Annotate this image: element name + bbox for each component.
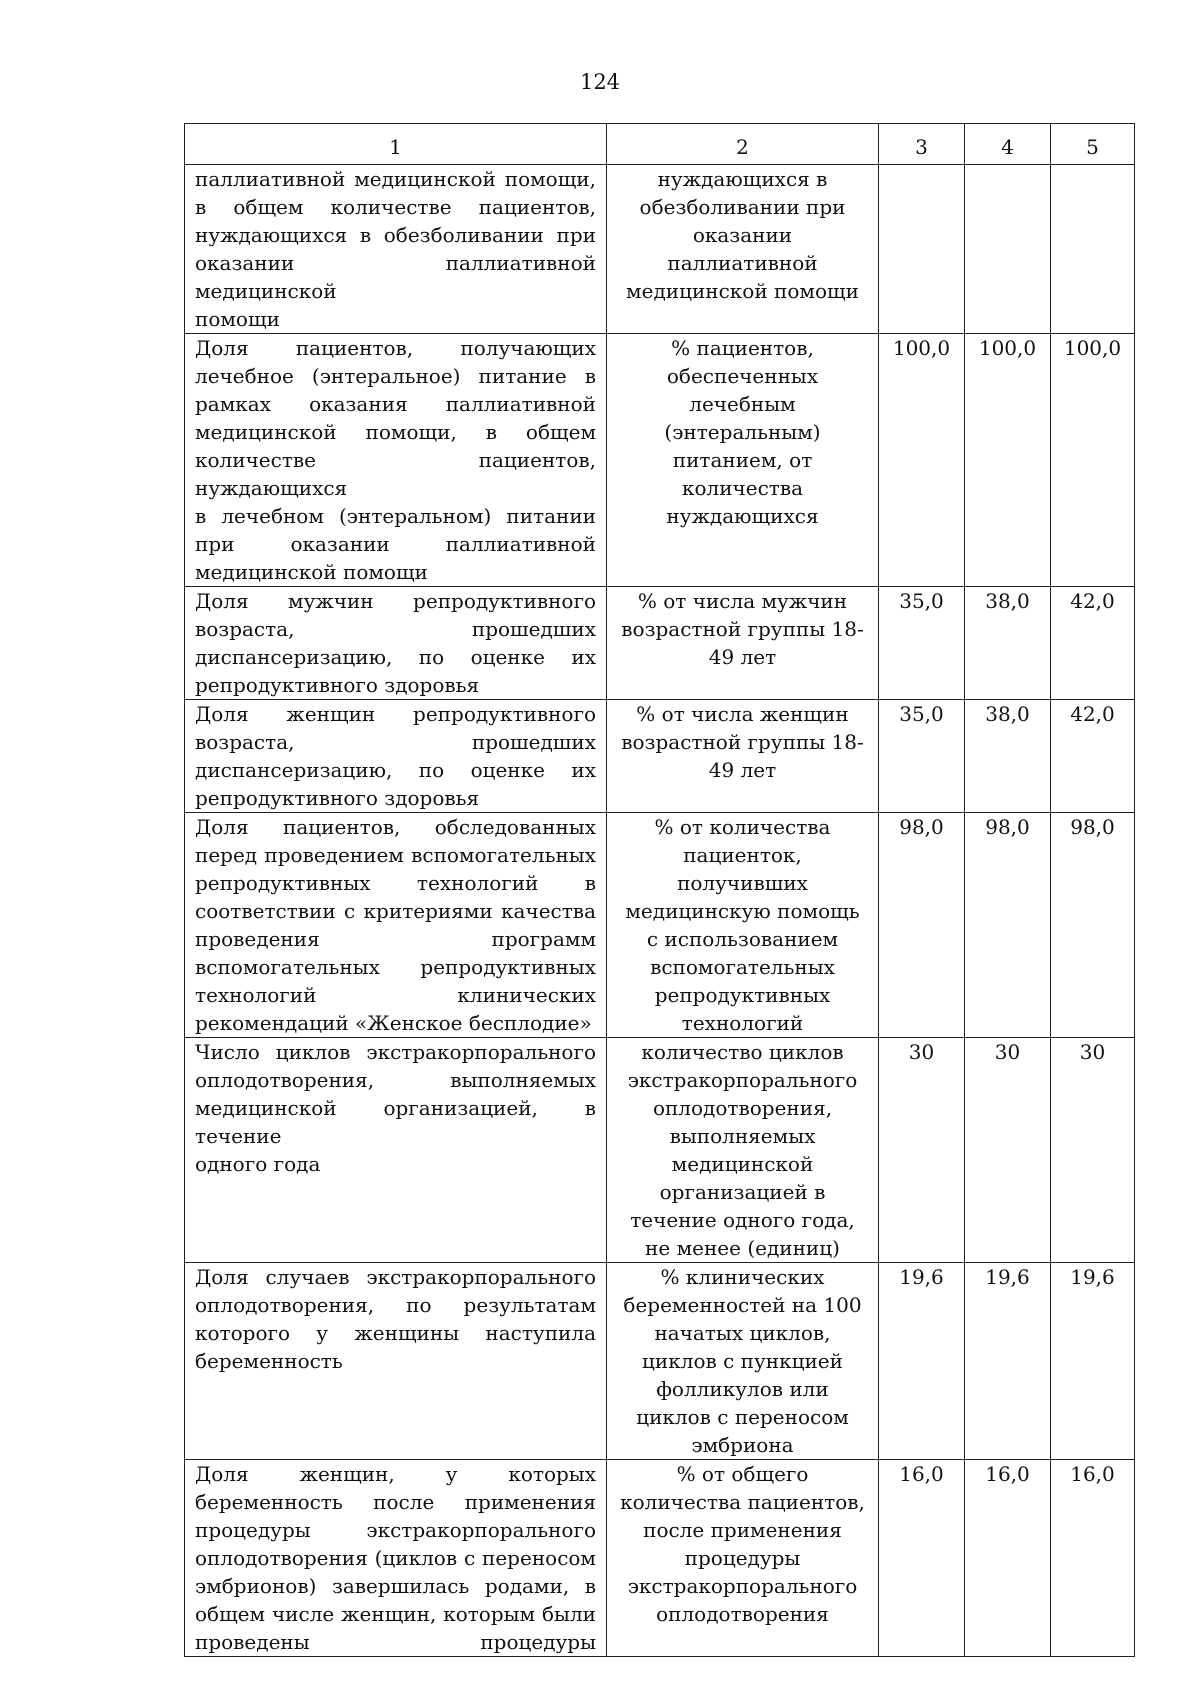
indicator-name-line: проведены процедуры	[195, 1630, 596, 1654]
indicator-name-line: лечебное (энтеральное) питание в	[195, 364, 596, 388]
indicator-name-line: беременность после применения	[195, 1490, 596, 1514]
indicator-name-line: Доля мужчин репродуктивного	[195, 589, 596, 613]
unit-cell: нуждающихся в обезболивании при оказании паллиативной медицинской помощи	[607, 165, 879, 334]
indicator-name-line: медицинской организацией, в течение	[195, 1096, 596, 1148]
indicator-name-cell	[185, 1263, 607, 1460]
table-row	[185, 1263, 1135, 1460]
unit-cell: % от числа женщин возрастной группы 18-49 лет	[607, 700, 879, 813]
value-cell-v4	[965, 165, 1051, 334]
value-cell-v5: 19,6	[1051, 1263, 1135, 1460]
indicator-name-line: при оказании паллиативной	[195, 532, 596, 556]
indicator-name-line: перед проведением вспомогательных	[195, 843, 596, 867]
indicator-name-line: проведения программ	[195, 927, 596, 951]
indicator-name-cell	[185, 165, 607, 334]
value-cell-v3: 16,0	[879, 1460, 965, 1657]
indicator-name-line: диспансеризацию, по оценке их	[195, 645, 596, 669]
table-header-row	[185, 124, 1135, 165]
value-cell-v3: 100,0	[879, 334, 965, 587]
value-cell-v5: 100,0	[1051, 334, 1135, 587]
indicator-name-line: помощи	[195, 307, 280, 331]
value-cell-v4: 16,0	[965, 1460, 1051, 1657]
indicator-name-line: соответствии с критериями качества	[195, 899, 596, 923]
indicator-name-line: медицинской помощи, в общем	[195, 420, 596, 444]
value-cell-v3: 35,0	[879, 587, 965, 700]
unit-cell: количество циклов экстракорпорального оплодотворения, выполняемых медицинской организацией в течение одного года, не менее (единиц)	[607, 1038, 879, 1263]
indicator-name-line: нуждающихся в обезболивании при	[195, 223, 596, 247]
column-header: 4	[965, 124, 1051, 165]
indicator-name-line: общем числе женщин, которым были	[195, 1602, 596, 1626]
table-row	[185, 700, 1135, 813]
unit-cell: % от общего количества пациентов, после применения процедуры экстракорпорального оплодотворения	[607, 1460, 879, 1657]
column-header: 2	[607, 124, 879, 165]
indicator-name-line: рекомендаций «Женское бесплодие»	[195, 1011, 592, 1035]
indicator-name-line: оплодотворения, выполняемых	[195, 1068, 596, 1092]
indicator-name-cell	[185, 700, 607, 813]
column-header: 1	[185, 124, 607, 165]
indicator-name-line: эмбрионов) завершилась родами, в	[195, 1574, 596, 1598]
table-row	[185, 334, 1135, 587]
value-cell-v4: 100,0	[965, 334, 1051, 587]
table-row	[185, 1460, 1135, 1657]
indicator-name-cell	[185, 1038, 607, 1263]
value-cell-v5	[1051, 165, 1135, 334]
value-cell-v3: 98,0	[879, 813, 965, 1038]
value-cell-v3: 30	[879, 1038, 965, 1263]
value-cell-v4: 19,6	[965, 1263, 1051, 1460]
indicator-name-cell	[185, 1460, 607, 1657]
indicator-name-line: возраста, прошедших	[195, 730, 596, 754]
value-cell-v5: 30	[1051, 1038, 1135, 1263]
value-cell-v3: 35,0	[879, 700, 965, 813]
value-cell-v4: 30	[965, 1038, 1051, 1263]
unit-cell: % пациентов, обеспеченных лечебным (энтеральным) питанием, от количества нуждающихся	[607, 334, 879, 587]
value-cell-v4: 38,0	[965, 587, 1051, 700]
table-row	[185, 1038, 1135, 1263]
indicator-name-line: оплодотворения, по результатам	[195, 1293, 596, 1317]
indicator-name-line: которого у женщины наступила	[195, 1321, 596, 1345]
indicator-name-line: вспомогательных репродуктивных	[195, 955, 596, 979]
indicator-name-line: рамках оказания паллиативной	[195, 392, 596, 416]
indicator-name-line: Доля случаев экстракорпорального	[195, 1265, 596, 1289]
table-row	[185, 165, 1135, 334]
indicator-name-line: репродуктивных технологий в	[195, 871, 596, 895]
indicator-name-line: Число циклов экстракорпорального	[195, 1040, 596, 1064]
indicator-name-line: Доля женщин, у которых	[195, 1462, 596, 1486]
indicators-table	[184, 123, 1135, 1657]
indicator-name-line: репродуктивного здоровья	[195, 786, 480, 810]
page-number: 124	[579, 70, 621, 94]
table-row	[185, 813, 1135, 1038]
indicator-name-line: Доля женщин репродуктивного	[195, 702, 596, 726]
indicator-name-line: процедуры экстракорпорального	[195, 1518, 596, 1542]
indicator-name-line: оплодотворения (циклов с переносом	[195, 1546, 596, 1570]
indicator-name-line: количестве пациентов, нуждающихся	[195, 448, 596, 500]
unit-cell: % клинических беременностей на 100 начатых циклов, циклов с пункцией фолликулов или циклов с переносом эмбриона	[607, 1263, 879, 1460]
indicator-name-line: Доля пациентов, получающих	[195, 336, 596, 360]
value-cell-v5: 16,0	[1051, 1460, 1135, 1657]
indicator-name-line: паллиативной медицинской помощи,	[195, 167, 596, 191]
indicator-name-line: технологий клинических	[195, 983, 596, 1007]
indicator-name-line: репродуктивного здоровья	[195, 673, 480, 697]
value-cell-v4: 38,0	[965, 700, 1051, 813]
value-cell-v5: 42,0	[1051, 587, 1135, 700]
indicator-name-line: диспансеризацию, по оценке их	[195, 758, 596, 782]
value-cell-v3: 19,6	[879, 1263, 965, 1460]
unit-cell: % от числа мужчин возрастной группы 18-49 лет	[607, 587, 879, 700]
indicator-name-line: в общем количестве пациентов,	[195, 195, 596, 219]
indicator-name-line: медицинской помощи	[195, 560, 428, 584]
value-cell-v4: 98,0	[965, 813, 1051, 1038]
value-cell-v5: 98,0	[1051, 813, 1135, 1038]
indicator-name-cell	[185, 587, 607, 700]
indicator-name-line: в лечебном (энтеральном) питании	[195, 504, 596, 528]
value-cell-v3	[879, 165, 965, 334]
unit-cell: % от количества пациенток, получивших медицинскую помощь с использованием вспомогательных репродуктивных технологий	[607, 813, 879, 1038]
indicator-name-line: оказании паллиативной медицинской	[195, 251, 596, 303]
indicator-name-line: беременность	[195, 1349, 343, 1373]
indicator-name-line: Доля пациентов, обследованных	[195, 815, 596, 839]
indicator-name-line: одного года	[195, 1152, 321, 1176]
indicator-name-line: возраста, прошедших	[195, 617, 596, 641]
indicator-name-cell	[185, 813, 607, 1038]
column-header: 3	[879, 124, 965, 165]
column-header: 5	[1051, 124, 1135, 165]
indicator-name-cell	[185, 334, 607, 587]
value-cell-v5: 42,0	[1051, 700, 1135, 813]
table-row	[185, 587, 1135, 700]
